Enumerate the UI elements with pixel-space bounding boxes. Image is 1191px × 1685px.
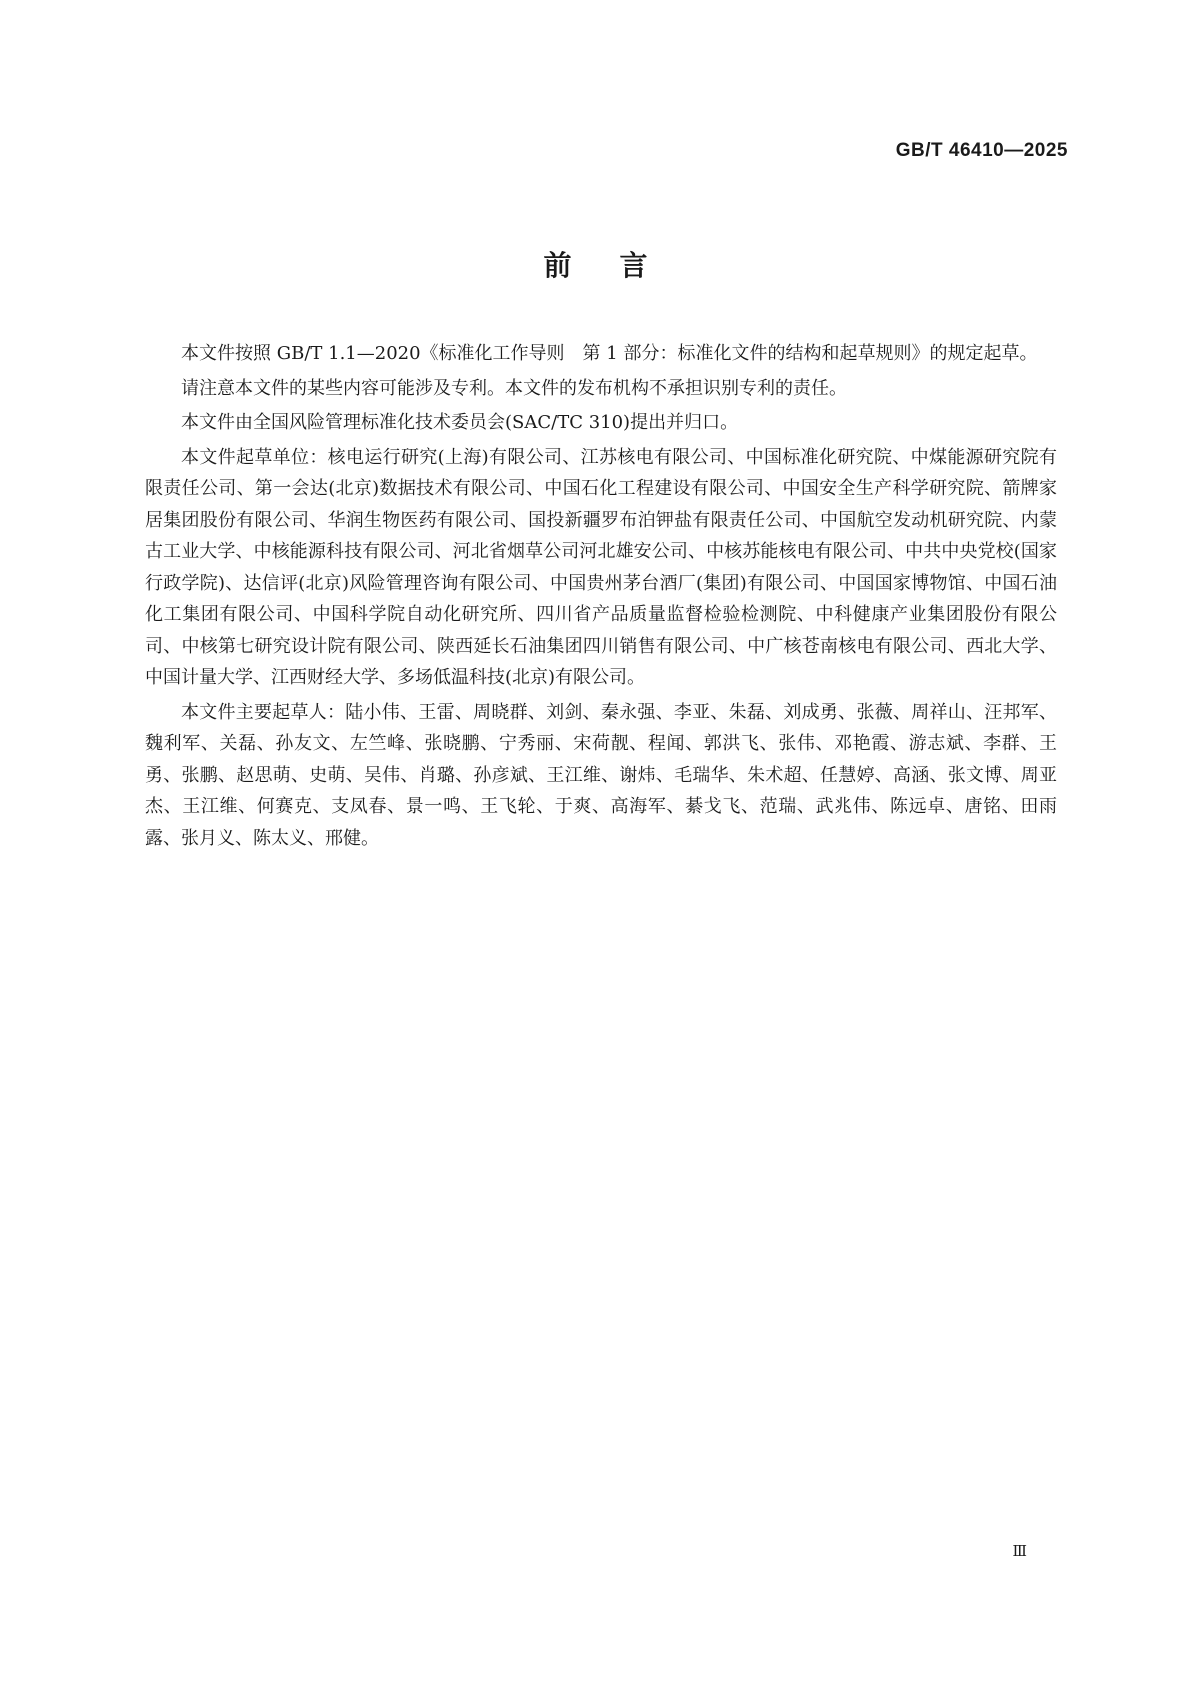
paragraph-patent-notice: 请注意本文件的某些内容可能涉及专利。本文件的发布机构不承担识别专利的责任。 [181,377,847,399]
page-number: Ⅲ [1012,1542,1027,1560]
paragraph-main-drafters: 本文件主要起草人：陆小伟、王雷、周晓群、刘剑、秦永强、李亚、朱磊、刘成勇、张薇、周祥山、汪邦军、魏利军、关磊、孙友文、左竺峰、张晓鹏、宁秀丽、宋荷靓、程闻、郭洪飞、张伟、邓艳霞、游志斌、李群、王勇、张鹏、赵思萌、史萌、吴伟、肖璐、孙彦斌、王江维、谢炜、毛瑞华、朱术超、任慧婷、高涵、张文博、周亚杰、王江维、何赛克、支凤春、景一鸣、王飞轮、于爽、高海军、綦戈飞、范瑞、武兆伟、陈远卓、唐铭、田雨露、张月义、陈太义、邢健。 [145,701,1057,849]
page-title: 前言 [543,249,696,282]
paragraph-drafting-organizations: 本文件起草单位：核电运行研究(上海)有限公司、江苏核电有限公司、中国标准化研究院、中煤能源研究院有限责任公司、第一会达(北京)数据技术有限公司、中国石化工程建设有限公司、中国安全生产科学研究院、箭牌家居集团股份有限公司、华润生物医药有限公司、国投新疆罗布泊钾盐有限责任公司、中国航空发动机研究院、内蒙古工业大学、中核能源科技有限公司、河北省烟草公司河北雄安公司、中核苏能核电有限公司、中共中央党校(国家行政学院)、达信评(北京)风险管理咨询有限公司、中国贵州茅台酒厂(集团)有限公司、中国国家博物馆、中国石油化工集团有限公司、中国科学院自动化研究所、四川省产品质量监督检验检测院、中科健康产业集团股份有限公司、中核第七研究设计院有限公司、陕西延长石油集团四川销售有限公司、中广核苍南核电有限公司、西北大学、中国计量大学、江西财经大学、多场低温科技(北京)有限公司。 [145,446,1057,688]
paragraph-proposer: 本文件由全国风险管理标准化技术委员会(SAC/TC 310)提出并归口。 [181,412,739,433]
standard-code: GB/T 46410—2025 [895,140,1068,161]
foreword-body [145,338,1057,857]
paragraph-drafting-rules: 本文件按照 GB/T 1.1—2020《标准化工作导则 第 1 部分：标准化文件的结构和起草规则》的规定起草。 [181,343,1038,364]
